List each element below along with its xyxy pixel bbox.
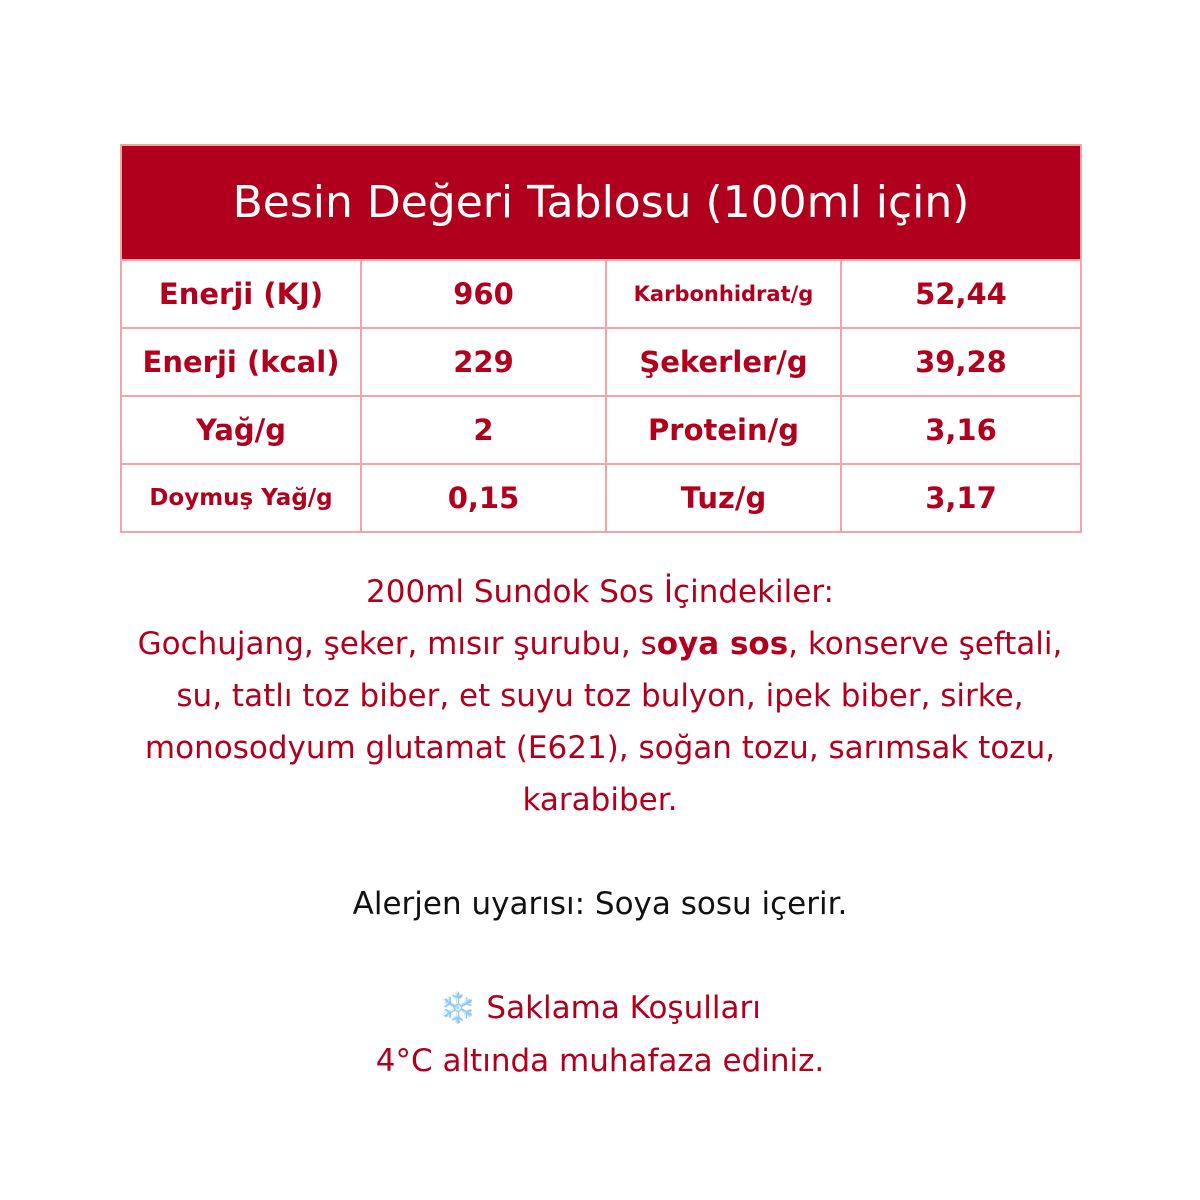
nutrient-value: 2 <box>361 396 606 464</box>
nutrient-value: 52,44 <box>841 260 1081 328</box>
table-row <box>121 328 1081 396</box>
snowflake-icon: ❄️ <box>439 991 477 1026</box>
nutrient-label: Karbonhidrat/g <box>606 260 841 328</box>
nutrient-value: 0,15 <box>361 464 606 532</box>
nutrient-label: Tuz/g <box>606 464 841 532</box>
storage-instruction: 4°C altında muhafaza ediniz. <box>375 1043 825 1079</box>
nutrient-value: 3,17 <box>841 464 1081 532</box>
table-row <box>121 396 1081 464</box>
table-row <box>121 464 1081 532</box>
nutrient-value: 39,28 <box>841 328 1081 396</box>
nutrient-value: 229 <box>361 328 606 396</box>
storage-title: Saklama Koşulları <box>486 990 761 1026</box>
ingredients-list <box>120 618 1080 826</box>
allergen-warning: Alerjen uyarısı: Soya sosu içerir. <box>352 886 848 922</box>
nutrient-label: Protein/g <box>606 396 841 464</box>
table-row <box>121 260 1081 328</box>
nutrient-label: Enerji (kcal) <box>121 328 361 396</box>
ingredients-title: 200ml Sundok Sos İçindekiler: <box>366 574 834 610</box>
nutrient-value: 960 <box>361 260 606 328</box>
nutrient-label: Doymuş Yağ/g <box>121 464 361 532</box>
table-header-row <box>121 145 1081 260</box>
storage-title-line <box>120 982 1080 1035</box>
ingredients-text: , konserve şeftali, su, tatlı toz biber, et suyu toz bulyon, ipek biber, sirke, monosodyum glutamat (E621), soğan tozu, sarımsak tozu, karabiber. <box>144 626 1063 818</box>
nutrient-value: 3,16 <box>841 396 1081 464</box>
nutrient-label: Şekerler/g <box>606 328 841 396</box>
table-title: Besin Değeri Tablosu (100ml için) <box>121 145 1081 260</box>
ingredients-text: Gochujang, şeker, mısır şurubu, s <box>137 626 657 662</box>
nutrient-label: Enerji (KJ) <box>121 260 361 328</box>
nutrient-label: Yağ/g <box>121 396 361 464</box>
nutrition-table <box>120 144 1082 533</box>
ingredients-highlight: oya sos <box>656 626 789 662</box>
ingredients-section <box>120 566 1080 826</box>
storage-section <box>120 982 1080 1087</box>
